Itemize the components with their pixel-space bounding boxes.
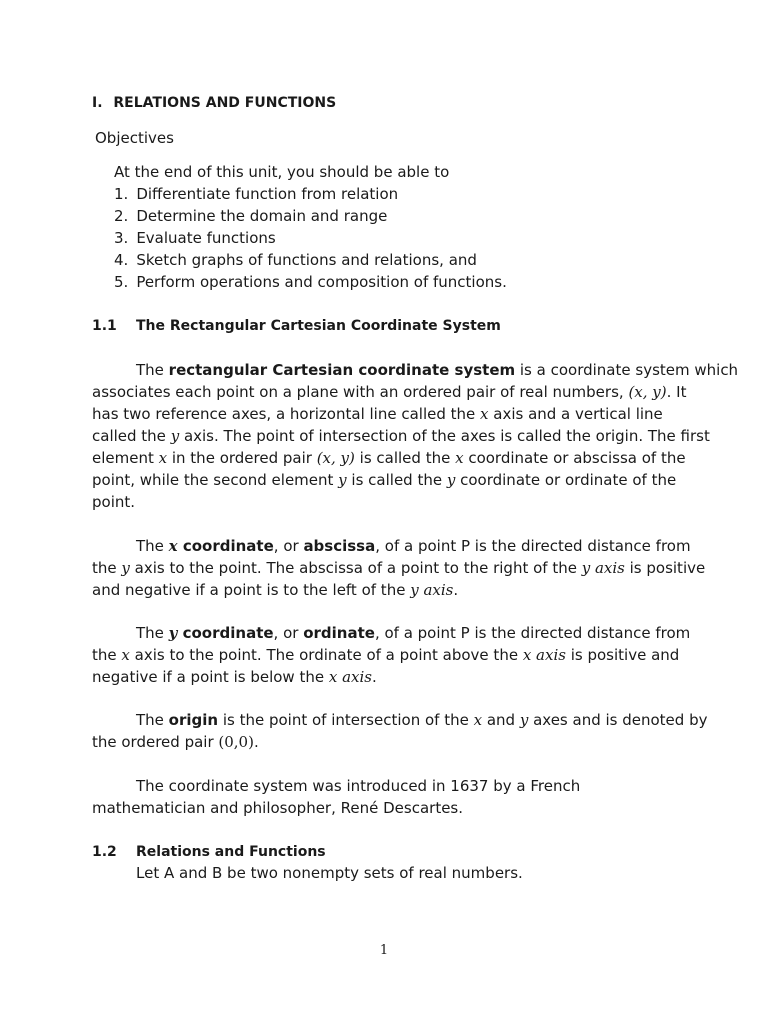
objectives-intro: At the end of this unit, you should be able to [114, 163, 450, 181]
paragraph-line: The rectangular Cartesian coordinate system is a coordinate system which [136, 361, 739, 379]
paragraph-line: associates each point on a plane with an ordered pair of real numbers, (x, y). It [92, 383, 687, 401]
paragraph-line: called the y axis. The point of intersection of the axes is called the origin. The first [92, 427, 710, 445]
objective-item: 2. Determine the domain and range [114, 207, 388, 225]
paragraph-line: the ordered pair (0,0). [92, 733, 259, 751]
paragraph-line: point, while the second element y is called the y coordinate or ordinate of the [92, 471, 677, 489]
objective-item: 5. Perform operations and composition of functions. [114, 273, 507, 291]
section-title: The Rectangular Cartesian Coordinate System [136, 318, 501, 334]
paragraph-line: The y coordinate, or ordinate, of a point P is the directed distance from [136, 624, 691, 642]
unit-number: I. [92, 95, 103, 111]
objective-item: 4. Sketch graphs of functions and relations, and [114, 251, 477, 269]
paragraph-line: The coordinate system was introduced in 1637 by a French [136, 777, 581, 795]
paragraph-line: the x axis to the point. The ordinate of a point above the x axis is positive and [92, 646, 680, 664]
paragraph-line: negative if a point is below the x axis. [92, 668, 377, 686]
paragraph-line: and negative if a point is to the left of the y axis. [92, 581, 459, 599]
objective-item: 3. Evaluate functions [114, 229, 276, 247]
paragraph-line: The x coordinate, or abscissa, of a point P is the directed distance from [136, 537, 691, 555]
paragraph-line: mathematician and philosopher, René Descartes. [92, 799, 464, 817]
section-number: 1.1 [92, 318, 117, 334]
objective-item: 1. Differentiate function from relation [114, 185, 399, 203]
paragraph-line: point. [92, 493, 136, 511]
unit-heading [92, 92, 336, 114]
paragraph-line: The origin is the point of intersection of the x and y axes and is denoted by [136, 711, 708, 729]
unit-title: RELATIONS AND FUNCTIONS [113, 95, 337, 111]
section-number: 1.2 [92, 844, 117, 860]
paragraph-line: element x in the ordered pair (x, y) is called the x coordinate or abscissa of the [92, 449, 686, 467]
paragraph-line: has two reference axes, a horizontal line called the x axis and a vertical line [92, 405, 663, 423]
paragraph-line: Let A and B be two nonempty sets of real numbers. [136, 864, 523, 882]
section-title: Relations and Functions [136, 844, 326, 860]
objectives-label: Objectives [95, 129, 174, 147]
page-number: 1 [379, 943, 389, 958]
section-heading [92, 315, 117, 337]
paragraph-line: the y axis to the point. The abscissa of a point to the right of the y axis is positive [92, 559, 706, 577]
